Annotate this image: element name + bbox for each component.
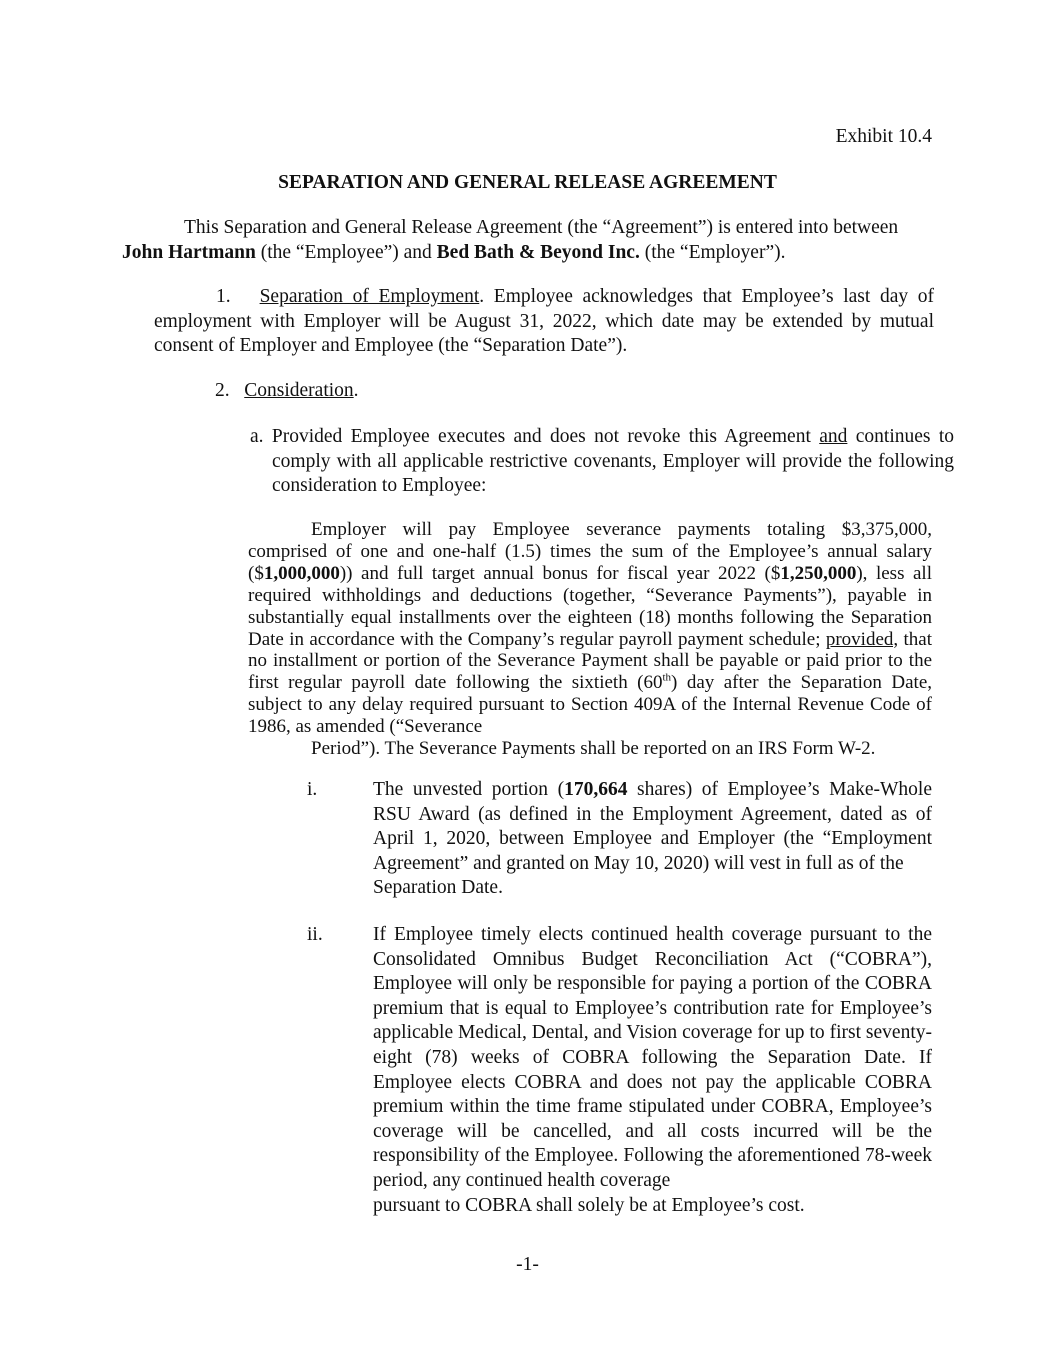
list-item-ii-text bbox=[373, 923, 932, 1218]
list-item-i-numeral: i. bbox=[307, 779, 318, 800]
section-2-heading-line bbox=[215, 379, 359, 404]
employer-name: Bed Bath & Beyond Inc. bbox=[436, 241, 640, 263]
section-2-heading: Consideration bbox=[244, 380, 354, 401]
severance-text-4: that no installment or portion of the Severance Payment shall be payable or paid prior to the first regular payroll date following the sixtieth (60 bbox=[248, 628, 932, 694]
intro-text-3: (the “Employer”). bbox=[639, 241, 786, 263]
section-1-body: . Employee acknowledges that Employee’s last day of employment with Employer will be August 31, 2022, which date may be extended by mutual consent of Employer and Employee (the “Separation Date”). bbox=[154, 286, 934, 357]
severance-text-6: Period”). The Severance Payments shall be reported on an IRS Form W-2. bbox=[311, 738, 876, 760]
severance-text-3: ), less all required withholdings and deductions (together, “Severance Payments”), payable in substantially equal installments over the eighteen (18) months following the Separation Date in accordance with the Company’s regular payroll payment schedule; bbox=[248, 562, 932, 650]
intro-text-1: This Separation and General Release Agreement (the “Agreement”) is entered into between bbox=[184, 217, 899, 238]
section-2-number: 2. bbox=[215, 380, 230, 401]
severance-salary: 1,000,000 bbox=[263, 562, 340, 584]
intro-paragraph bbox=[122, 216, 933, 265]
severance-paragraph bbox=[248, 519, 932, 760]
severance-bonus: 1,250,000 bbox=[780, 562, 857, 584]
item-i-text-2: shares) of Employee’s Make-Whole RSU Award (as defined in the Employment Agreement, dated as of April 1, 2020, between Employee and Employer (the “Employment Agreement” and granted on May 10, 2020) will vest in full as of the bbox=[373, 779, 932, 874]
severance-text-5: ) day after the Separation Date, subject to any delay required pursuant to Section 409A of the Internal Revenue Code of 1986, as amended (“Severance bbox=[248, 672, 933, 738]
list-item-ii-numeral: ii. bbox=[307, 924, 323, 945]
severance-text-2: )) and full target annual bonus for fiscal year 2022 ($ bbox=[339, 562, 781, 584]
page-number: -1- bbox=[516, 1254, 539, 1275]
intro-text-2: (the “Employee”) and bbox=[255, 241, 437, 263]
item-ii-text-1: If Employee timely elects continued health coverage pursuant to the Consolidated Omnibus Budget Reconciliation Act (“COBRA”), Employee will only be responsible for paying a portion of the COBRA premium that is equal to Employee’s contribution rate for Employee’s applicable Medical, Dental, and Vision coverage for up to first seventy-eight (78) weeks of COBRA following the Separation Date. If Employee elects COBRA and does not pay the applicable COBRA premium within the time frame stipulated under COBRA, Employee’s coverage will be cancelled, and all costs incurred will be the responsibility of the Employee. Following the aforementioned 78-week period, any continued health coverage bbox=[373, 924, 932, 1191]
item-i-text-3: Separation Date. bbox=[373, 877, 503, 899]
section-1-heading: Separation of Employment bbox=[259, 286, 480, 307]
section-2a-text-1: a. Provided Employee executes and does not revoke this Agreement bbox=[250, 426, 820, 447]
list-item-i-text bbox=[373, 778, 932, 901]
severance-provided: provided, bbox=[825, 628, 899, 650]
employee-name: John Hartmann bbox=[122, 241, 256, 263]
document-title: SEPARATION AND GENERAL RELEASE AGREEMENT bbox=[278, 172, 777, 193]
section-2-heading-end: . bbox=[353, 380, 359, 401]
severance-text-1: Employer will pay Employee severance payments totaling $3,375,000, comprised of one and one-half (1.5) times the sum of the Employee’s annual salary ($ bbox=[248, 519, 932, 584]
section-2a-text-2: continues to comply with all applicable restrictive covenants, Employer will provide the following consideration to Employee: bbox=[272, 426, 954, 497]
exhibit-label: Exhibit 10.4 bbox=[835, 126, 932, 147]
severance-superscript: th bbox=[662, 672, 672, 685]
section-2a-underlined-word: and bbox=[819, 426, 848, 447]
section-1-number: 1. bbox=[216, 286, 231, 307]
section-2a-paragraph bbox=[250, 425, 954, 499]
item-i-shares: 170,664 bbox=[564, 779, 628, 800]
section-1-paragraph bbox=[154, 285, 934, 359]
item-i-text-1: The unvested portion ( bbox=[373, 779, 565, 800]
item-ii-text-2: pursuant to COBRA shall solely be at Employee’s cost. bbox=[373, 1194, 805, 1216]
